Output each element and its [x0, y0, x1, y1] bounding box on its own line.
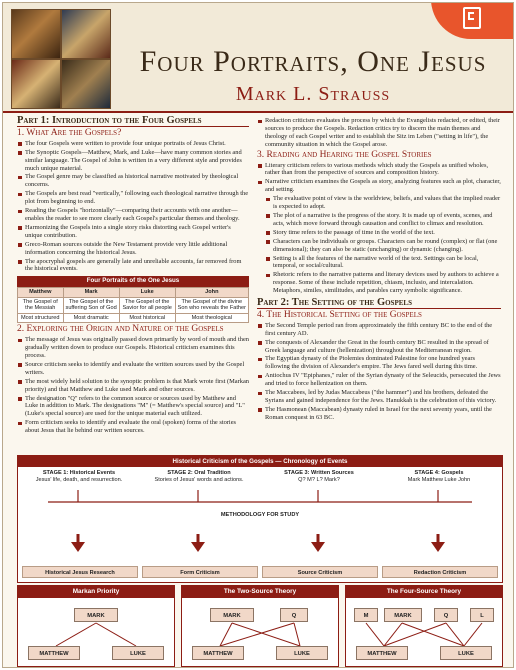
list-item: The Synoptic Gospels—Matthew, Mark, and Luke—have many common stories and similar language. The Gospel of John is written in a very different style and provides much unique material. — [17, 149, 249, 173]
list-item: The Hasmonean (Maccabean) dynasty ruled in Israel for the next seventy years, until the Roman conquest in 63 BC. — [257, 406, 501, 422]
list-item: The four Gospels were written to provide four unique portraits of Jesus Christ. — [17, 140, 249, 148]
section1-heading: 1. What Are the Gospels? — [17, 127, 122, 138]
right-column — [257, 117, 501, 423]
painting-image-4 — [61, 59, 111, 109]
author-name: Mark L. Strauss — [235, 83, 391, 105]
criticism-source: Source Criticism — [262, 566, 378, 578]
table-cell: The Gospel of the Messiah — [18, 297, 64, 313]
table-cell: Most theological — [175, 313, 248, 323]
node-matthew: MATTHEW — [356, 646, 408, 660]
node-mark: MARK — [74, 608, 118, 622]
left-column — [17, 117, 249, 436]
section2-list — [17, 336, 249, 435]
section3-list — [257, 162, 501, 296]
stage-label: STAGE 1: Historical Events — [42, 470, 116, 476]
methodology-label: METHODOLOGY FOR STUDY — [220, 512, 300, 518]
node-q: Q — [280, 608, 308, 622]
stage-text: Stories of Jesus' words and actions. — [154, 476, 244, 483]
table-header: Matthew — [18, 287, 64, 297]
section3-heading: 3. Reading and Hearing the Gospel Stories — [257, 149, 432, 160]
stage-text: Mark Matthew Luke John — [407, 476, 471, 483]
chronology-arrows — [18, 456, 502, 582]
list-subitem: Story time refers to the passage of time in the world of the text. — [257, 229, 501, 237]
table-cell: Most dramatic — [63, 313, 119, 323]
list-item: The Second Temple period ran from approximately the fifth century BC to the end of the first century AD. — [257, 322, 501, 338]
list-item: The most widely held solution to the synoptic problem is that Mark wrote first (Markan priority) and that Matthew and Luke used Mark and other sources. — [17, 378, 249, 394]
list-item: The Maccabees, led by Judas Maccabeus ("the hammer") and his brothers, defeated the Syrians and gained independence for the Jews. Hanukkah is the celebration of this victory. — [257, 389, 501, 405]
criticism-form: Form Criticism — [142, 566, 258, 578]
list-item: The designation "Q" refers to the common source or sources used by Matthew and Luke in addition to Mark. The designations "M" (= Matthew's special source) and "L" (Luke's special source) are used for the unique material each utilized. — [17, 395, 249, 419]
section4-heading: 4. The Historical Setting of the Gospels — [257, 309, 422, 320]
table-header: John — [175, 287, 248, 297]
list-subitem: Setting is all the features of the narrative world of the text. Settings can be local, temporal, or social/cultural. — [257, 255, 501, 271]
stage-label: STAGE 4: Gospels — [414, 470, 464, 476]
table-header: Luke — [119, 287, 175, 297]
table-header: Mark — [63, 287, 119, 297]
criticism-historical: Historical Jesus Research — [22, 566, 138, 578]
painting-image-1 — [11, 9, 61, 59]
table-row — [18, 313, 249, 323]
list-subitem: Rhetoric refers to the narrative patterns and literary devices used by authors to achieve a response. Some of these include repetition, chiasm, inclusio, and intercalation. Metaphors, similes, similitudes, and parables carry symbolic significance. — [257, 271, 501, 295]
node-l: L — [470, 608, 494, 622]
list-subitem: The plot of a narrative is the progress of the story. It is made up of events, scenes, and acts, which move forward through causation and conflict to climax and resolution. — [257, 212, 501, 228]
list-item: Source criticism seeks to identify and evaluate the written sources used by the Gospel writers. — [17, 361, 249, 377]
node-mark: MARK — [384, 608, 422, 622]
list-item: Form criticism seeks to identify and evaluate the oral (spoken) forms of the stories about Jesus that lie behind our written sources. — [17, 419, 249, 435]
list-item: The message of Jesus was originally passed down primarily by word of mouth and then gradually written down to produce our Gospels. Historical criticism examines this process. — [17, 336, 249, 360]
list-item: Narrative criticism examines the Gospels as story, analyzing features such as plot, character, and setting. — [257, 178, 501, 194]
stage-label: STAGE 2: Oral Tradition — [167, 470, 231, 476]
list-item: Literary criticism refers to various methods which study the Gospels as unified wholes, rather than from the perspective of sources and composition history. — [257, 162, 501, 178]
diagram-title: The Four-Source Theory — [346, 586, 502, 598]
list-item: Harmonizing the Gospels into a single story risks distorting each Gospel writer's unique contribution. — [17, 224, 249, 240]
table-caption: Four Portraits of the One Jesus — [17, 276, 249, 287]
table-cell: The Gospel of the Savior for all people — [119, 297, 175, 313]
diagram-title: Markan Priority — [18, 586, 174, 598]
two-source-diagram — [181, 585, 339, 667]
list-item: Antiochus IV "Epiphanes," ruler of the Syrian dynasty of the Seleucids, persecuted the Jews and tried to force hellenization on them. — [257, 372, 501, 388]
table-row — [18, 297, 249, 313]
four-source-diagram — [345, 585, 503, 667]
node-luke: LUKE — [440, 646, 492, 660]
list-subitem: The evaluative point of view is the worldview, beliefs, and values that the implied reader is expected to adopt. — [257, 195, 501, 211]
table-cell: The Gospel of the suffering Son of God — [63, 297, 119, 313]
list-item: Reading the Gospels "horizontally"—comparing their accounts with one another—enables the reader to see more clearly each Gospel's particular themes and theology. — [17, 207, 249, 223]
node-matthew: MATTHEW — [28, 646, 80, 660]
diagram-title: The Two-Source Theory — [182, 586, 338, 598]
node-luke: LUKE — [112, 646, 164, 660]
criticism-redaction: Redaction Criticism — [382, 566, 498, 578]
list-item: The Gospels are best read "vertically," following each theological narrative through the plot from beginning to end. — [17, 190, 249, 206]
portraits-table — [17, 276, 249, 323]
list-item: The Egyptian dynasty of the Ptolemies dominated Palestine for one hundred years following the division of Alexander's empire. The Jews fared well during this time. — [257, 355, 501, 371]
node-mark: MARK — [210, 608, 254, 622]
document-icon — [463, 7, 481, 29]
list-subitem: Characters can be individuals or groups. Characters can be round (complex) or flat (one dimensional); they can also be static (unchanging) or dynamic (changing). — [257, 238, 501, 254]
painting-image-3 — [11, 59, 61, 109]
chronology-diagram — [17, 455, 503, 583]
node-q: Q — [434, 608, 458, 622]
table-cell: The Gospel of the divine Son who reveals the Father — [175, 297, 248, 313]
node-matthew: MATTHEW — [192, 646, 244, 660]
page-title: Four Portraits, One Jesus — [139, 45, 487, 78]
table-cell: Most structured — [18, 313, 64, 323]
stage-text: Jesus' life, death, and resurrection. — [35, 476, 123, 483]
list-item: Greco-Roman sources outside the New Testament provide very little additional information concerning the historical Jesus. — [17, 241, 249, 257]
painting-image-2 — [61, 9, 111, 59]
stage-text: Q? M? L? Mark? — [298, 476, 340, 483]
section2-heading: 2. Exploring the Origin and Nature of the Gospels — [17, 324, 224, 335]
study-guide-page — [2, 2, 514, 668]
list-item: Redaction criticism evaluates the process by which the Evangelists redacted, or edited, their sources to produce the Gospels. Redaction critics try to discern the main themes and theology of each Gospel writer and to establish the Sitz im Leben ("setting in life"), the community situation in which the Gospel arose. — [257, 117, 501, 149]
node-m: M — [354, 608, 378, 622]
markan-priority-diagram — [17, 585, 175, 667]
list-item: The conquests of Alexander the Great in the fourth century BC resulted in the spread of Greek language and culture (hellenization) throughout the Mediterranean region. — [257, 339, 501, 355]
stage-label: STAGE 3: Written Sources — [284, 470, 354, 476]
section1-list — [17, 140, 249, 274]
part2-heading: Part 2: The Setting of the Gospels — [257, 299, 501, 309]
list-item: The Gospel genre may be classified as historical narrative motivated by theological concerns. — [17, 173, 249, 189]
node-luke: LUKE — [276, 646, 328, 660]
redaction-list — [257, 117, 501, 149]
list-item: The apocryphal gospels are generally late and unreliable accounts, far removed from the historical events. — [17, 258, 249, 274]
part1-heading: Part 1: Introduction to the Four Gospels — [17, 117, 249, 127]
chronology-title: Historical Criticism of the Gospels — Chronology of Events — [18, 456, 502, 467]
table-cell: Most historical — [119, 313, 175, 323]
section4-list — [257, 322, 501, 422]
